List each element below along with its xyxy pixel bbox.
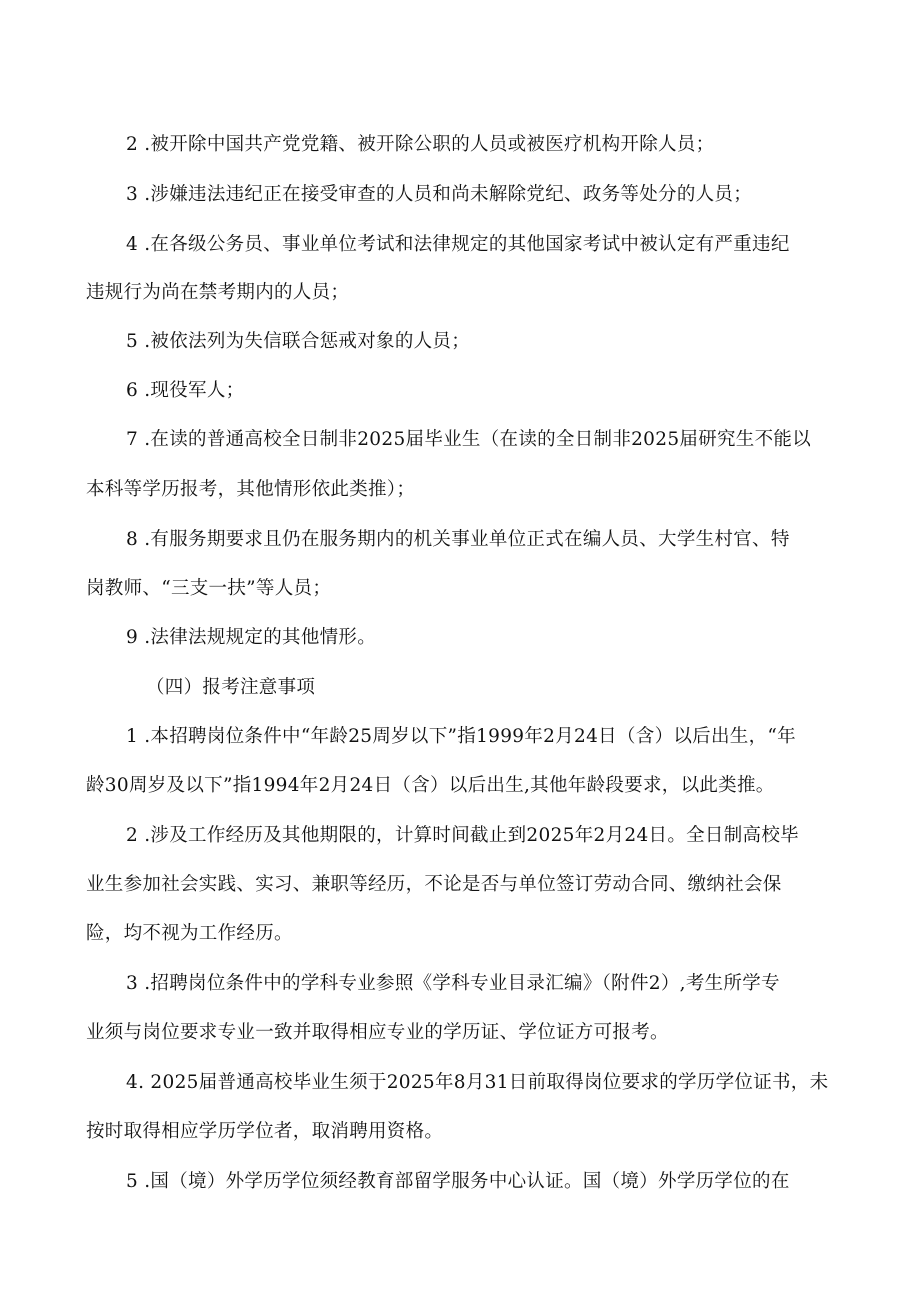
paragraph-line: 2 .涉及工作经历及其他期限的，计算时间截止到2025年2月24日。全日制高校毕 [126,825,799,846]
paragraph-line: 6 .现役军人； [126,380,245,401]
paragraph-line: 业生参加社会实践、实习、兼职等经历，不论是否与单位签订劳动合同、缴纳社会保 [86,874,782,895]
paragraph-line: 9 .法律法规规定的其他情形。 [126,627,377,648]
paragraph-line: 5 .国（境）外学历学位须经教育部留学服务中心认证。国（境）外学历学位的在 [126,1171,790,1192]
paragraph-line: 险，均不视为工作经历。 [86,923,293,944]
paragraph-line: 本科等学历报考，其他情形依此类推）； [86,479,416,500]
section-heading: （四）报考注意事项 [146,677,316,698]
paragraph-line: 8 .有服务期要求且仍在服务期内的机关事业单位正式在编人员、大学生村官、特 [126,529,790,550]
paragraph-line: 违规行为尚在禁考期内的人员； [86,282,350,303]
paragraph-line: 龄30周岁及以下”指1994年2月24日（含）以后出生,其他年龄段要求，以此类推。 [86,775,775,796]
paragraph-line: 4 .在各级公务员、事业单位考试和法律规定的其他国家考试中被认定有严重违纪 [126,234,790,255]
paragraph-line: 岗教师、“三支一扶”等人员； [86,578,332,599]
paragraph-line: 按时取得相应学历学位者，取消聘用资格。 [86,1121,444,1142]
paragraph-line: 1 .本招聘岗位条件中“年龄25周岁以下”指1999年2月24日（含）以后出生，“年 [126,726,796,747]
paragraph-line: 5 .被依法列为失信联合惩戒对象的人员； [126,331,471,352]
paragraph-line: 2 .被开除中国共产党党籍、被开除公职的人员或被医疗机构开除人员； [126,134,715,155]
paragraph-line: 3 .涉嫌违法违纪正在接受审查的人员和尚未解除党纪、政务等处分的人员； [126,184,753,205]
paragraph-line: 7 .在读的普通高校全日制非2025届毕业生（在读的全日制非2025届研究生不能以 [126,429,811,450]
paragraph-line: 业须与岗位要求专业一致并取得相应专业的学历证、学位证方可报考。 [86,1022,669,1043]
paragraph-line: 4. 2025届普通高校毕业生须于2025年8月31日前取得岗位要求的学历学位证书，未 [126,1072,829,1093]
paragraph-line: 3 .招聘岗位条件中的学科专业参照《学科专业目录汇编》（附件2）,考生所学专 [126,973,780,994]
